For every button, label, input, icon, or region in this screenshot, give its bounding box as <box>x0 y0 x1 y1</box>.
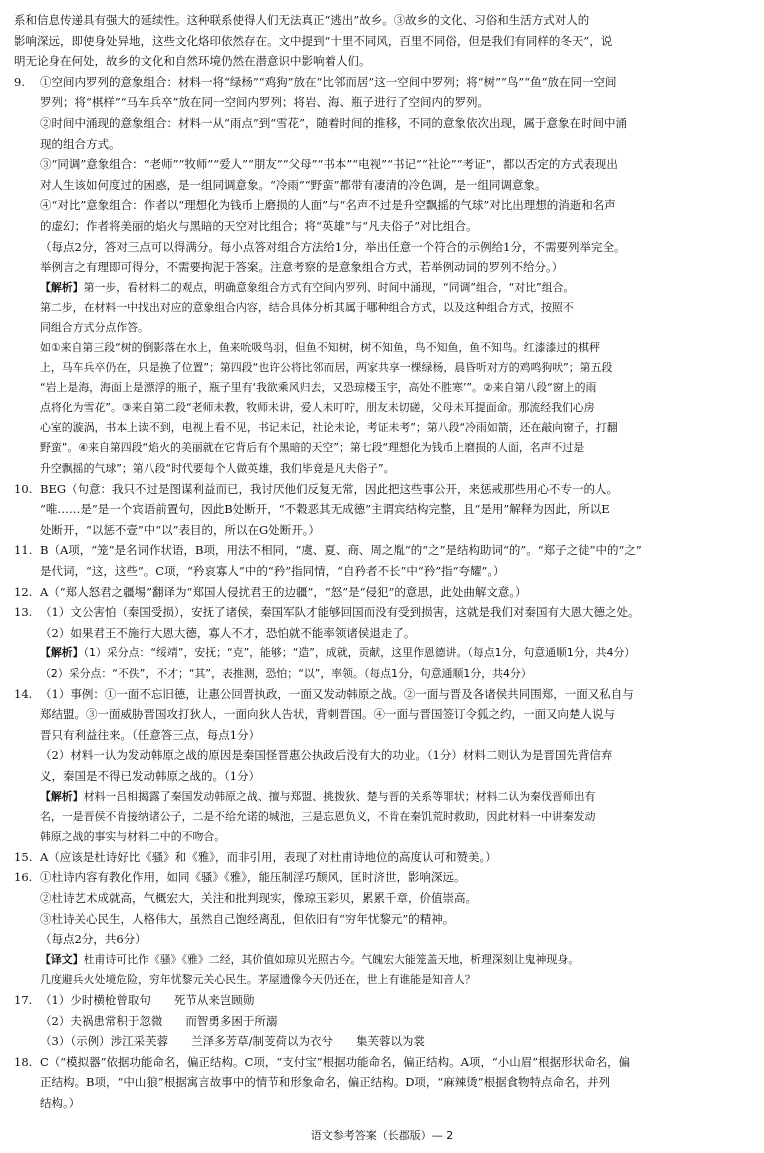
answer-line: 是代词，“这，这些”。C项，“矜哀寡人”中的“矜”指同情，“自矜者不长”中“矜”指“夸耀”。） <box>40 564 505 579</box>
answer-line: 结构。） <box>40 1095 81 1110</box>
explanation-text: 名，一是晋侯不肯接纳诸公子，二是不给允诺的城池，三是忘恩负义，不肯在秦饥荒时救助，因此材料一中讲秦发动 <box>40 809 596 823</box>
answer-line: ②时间中涌现的意象组合：材料一从“雨点”到“雪花”，随着时间的推移，不同的意象依次出现，属于意象在时间中涌 <box>40 115 628 130</box>
explanation-line <box>14 438 750 458</box>
explanation-line <box>14 318 750 338</box>
question-number: 13. <box>14 605 33 620</box>
question-number: 9. <box>14 74 25 89</box>
answer-line: 晋只有利益往来。（任意答三点，每点1分） <box>40 727 261 742</box>
question-10-answer <box>14 479 750 541</box>
explanation-line <box>14 787 750 807</box>
answer-line: “唯……是”是一个宾语前置句，因此B处断开，“不穀恶其无成德”主谓宾结构完整，且“是用”解释为因此，所以E <box>40 502 610 517</box>
explanation-line <box>14 278 750 298</box>
answer-first-line <box>14 990 750 1011</box>
answer-line: A（应该是杜诗好比《骚》和《雅》，而非引用，表现了对杜甫诗地位的高度认可和赞美。） <box>40 849 497 864</box>
answer-line: （3）（示例）涉江采芙蓉 兰泽多芳草/制芰荷以为衣兮 集芙蓉以为裳 <box>40 1034 425 1049</box>
answer-first-line <box>14 847 750 868</box>
explanation-line <box>14 827 750 847</box>
explanation-line <box>14 298 750 318</box>
answer-line: ①杜诗内容有教化作用，如同《骚》《雅》，能压制淫巧颓风，匡时济世，影响深远。 <box>40 870 466 885</box>
answer-first-line <box>14 867 750 888</box>
answer-line: 义，秦国是不得已发动韩原之战的。（1分） <box>40 768 261 783</box>
question-14-answer <box>14 684 750 847</box>
question-18-answer <box>14 1052 750 1114</box>
question-9-answer <box>14 72 750 479</box>
page-footer: 语文参考答案（长郡版）— 2 <box>310 1129 454 1142</box>
answer-line: （每点2分，共6分） <box>40 932 147 947</box>
explanation-text: 第二步，在材料一中找出对应的意象组合内容，结合具体分析其属于哪种组合方式，以及这种组合方式，按照不 <box>40 300 574 314</box>
explanation-tag: 【译文】 <box>40 952 84 966</box>
question-17-answer <box>14 990 750 1052</box>
explanation-text: “岩上是海，海面上是漂浮的瓶子，瓶子里有‘我欲乘风归去，又恐琼楼玉宇，高处不胜寒’”。②来自第八段“窗上的雨 <box>40 381 597 395</box>
explanation-text: 杜甫诗可比作《骚》《雅》二经，其价值如琼贝光照古今。气魄宏大能笼盖天地，析理深刻让鬼神现身。 <box>83 952 580 966</box>
answer-line: 明无论身在何处，故乡的文化和自然环境仍然在潜意识中影响着人们。 <box>14 54 371 69</box>
question-number: 15. <box>14 849 33 864</box>
explanation-text: 点将化为雪花”。③来自第二段“老师未教，牧师未讲，爱人未叮咛，朋友未切磋，父母未耳提面命。那流经我们心房 <box>40 401 595 415</box>
answer-line: A（“郑人怒君之疆埸”翻译为“郑国人侵扰君王的边疆”，“怒”是“侵犯”的意思，此处曲解文意。） <box>40 584 527 599</box>
answer-line: 影响深远，即使身处异地，这些文化烙印依然存在。文中提到“十里不同风，百里不同俗，但是我们有同样的冬天”，说 <box>14 33 613 48</box>
answer-line: 现的组合方式。 <box>40 136 121 151</box>
question-15-answer <box>14 847 750 868</box>
answer-line: （2）夫祸患常积于忽微 而智勇多困于所溺 <box>40 1013 278 1028</box>
explanation-text: （1）采分点：“绥靖”，安抚；“克”，能够；“造”，成就，贡献，这里作恩德讲。（每点1分，句意通顺1分，共4分） <box>83 646 636 660</box>
question-number: 14. <box>14 686 33 701</box>
answer-line: 处断开，“以惩不壹”中“以”表目的，所以在G处断开。） <box>40 522 320 537</box>
question-12-answer <box>14 582 750 603</box>
answer-first-line <box>14 602 750 623</box>
answer-line: 对人生该如何度过的困惑，是一组同调意象。“冷雨”“野蛮”都带有凄清的冷色调，是一组同调意象。 <box>40 177 547 192</box>
answer-content <box>14 10 750 1114</box>
answer-line: ④“对比”意象组合：作者以“理想化为钱币上磨损的人面”与“名声不过是升空飘摇的气球”对比出理想的消逝和名声 <box>40 198 616 213</box>
question-number: 17. <box>14 993 33 1007</box>
explanation-line <box>14 643 750 663</box>
explanation-text: 如①来自第三段“树的倒影落在水上，鱼来吮吸鸟羽，但鱼不知树，树不知鱼，鸟不知鱼，鱼不知鸟。红漆漆过的棋秤 <box>40 341 600 354</box>
explanation-text: 韩原之战的事实与材料二中的不吻合。 <box>40 829 226 843</box>
answer-line: （1）文公害怕（秦国受损），安抚了诸侯，秦国军队才能够回国而没有受到损害，这就是我们对秦国有大恩大德之处。 <box>40 605 640 620</box>
answer-first-line <box>14 582 750 603</box>
question-number: 11. <box>14 543 33 558</box>
explanation-text: 几度避兵火处境危险，穷年忧黎元关心民生。茅屋遗像今天仍还在，世上有谁能是知音人？ <box>40 972 476 986</box>
answer-line: ①空间内罗列的意象组合：材料一将“绿杨”“鸡狗”放在“比邻而居”这一空间中罗列；将“树”“鸟”“鱼”放在同一空间 <box>40 74 617 89</box>
explanation-line <box>14 950 750 970</box>
answer-first-line <box>14 1052 750 1073</box>
question-number: 12. <box>14 584 33 599</box>
answer-line: 郑结盟。③一面威胁晋国攻打狄人，一面向狄人告状，背刺晋国。④一面与晋国签订令狐之约，一面又向楚人说与 <box>40 707 615 722</box>
answer-line: B（A项，“笼”是名词作状语，B项，用法不相同，“虞、夏、商、周之胤”的“之”是结构助词“的”。“郑子之徒”中的“之” <box>40 543 642 558</box>
explanation-text: 第一步，看材料二的观点，明确意象组合方式有空间内罗列、时间中涌现，“同调”组合，“对比”组合。 <box>83 280 575 294</box>
answer-line: 系和信息传递具有强大的延续性。这种联系使得人们无法真正“逃出”故乡。③故乡的文化、习俗和生活方式对人的 <box>14 13 590 27</box>
question-number: 16. <box>14 870 33 885</box>
answer-first-line <box>14 479 750 500</box>
explanation-text: 心室的漩涡，书本上读不到，电视上看不见，书记未记，社论未论，考证未考”；第八段“冷雨如箭，还在敲向窗子，打翻 <box>40 421 618 435</box>
question-16-answer <box>14 867 750 990</box>
answer-line: 正结构。B项，“中山狼”根据寓言故事中的情节和形象命名，偏正结构。D项，“麻辣烫”根据食物特点命名，并列 <box>40 1075 611 1090</box>
explanation-text: 上，马车兵卒仍在，只是换了位置”；第四段“也许公将比邻而居，两家共享一棵绿杨，晨昏听对方的鸡鸣狗吠”；第五段 <box>40 361 613 375</box>
question-number: 18. <box>14 1054 33 1069</box>
answer-line: 的虚幻；作者将美丽的焰火与黑暗的天空对比组合；将“英雄”与“凡夫俗子”对比组合。 <box>40 218 478 233</box>
answer-line: 举例言之有理即可得分，不需要拘泥于答案。注意考察的是意象组合方式，若举例动词的罗列不给分。） <box>40 260 564 275</box>
answer-line: 罗列；将“棋样”“马车兵卒”放在同一空间内罗列；将岩、海、瓶子进行了空间内的罗列。 <box>40 95 490 110</box>
explanation-text: （2）采分点：“不佚”，不才；“其”，表推测，恐怕；“以”，率领。（每点1分，句意通顺1分，共4分） <box>40 666 532 680</box>
explanation-text: 野蛮”。④来自第四段“焰火的美丽就在它背后有个黑暗的天空”；第七段“理想化为钱币上磨损的人面，名声不过是 <box>40 441 585 455</box>
answer-line: ③杜诗关心民生，人格伟大，虽然自己饱经离乱，但依旧有“穷年忧黎元”的精神。 <box>40 911 455 926</box>
explanation-line <box>14 398 750 418</box>
explanation-tag: 【解析】 <box>40 646 84 660</box>
explanation-line <box>14 378 750 398</box>
explanation-line <box>14 807 750 827</box>
explanation-line <box>14 970 750 990</box>
answer-line: （1）少时横枪曾取句 死节从来岂顾勋 <box>40 993 255 1007</box>
explanation-text: 同组合方式分点作答。 <box>40 320 149 334</box>
answer-first-line <box>14 540 750 561</box>
answer-line: BEG（句意：我只不过是图谋利益而已，我讨厌他们反复无常，因此把这些事公开，来惩戒那些用心不专一的人。 <box>40 481 619 496</box>
answer-line: （每点2分，答对三点可以得满分。每小点答对组合方法给1分，举出任意一个符合的示例给1分，不需要列举完全。 <box>40 239 626 254</box>
answer-line: （1）事例：①一面不忘旧德，让惠公回晋执政，一面又发动韩原之战。②一面与晋及各诸侯共同围郑，一面又私自与 <box>40 686 634 701</box>
question-13-answer <box>14 602 750 683</box>
answer-line: （2）材料一认为发动韩原之战的原因是秦国怪晋惠公执政后没有大的功业。（1分）材料二则认为是晋国先背信弃 <box>40 748 613 763</box>
explanation-line <box>14 358 750 378</box>
question-11-answer <box>14 540 750 581</box>
question-number: 10. <box>14 481 33 496</box>
explanation-tag: 【解析】 <box>40 789 84 803</box>
explanation-tag: 【解析】 <box>40 280 84 294</box>
explanation-text: 升空飘摇的气球”；第八段“时代要每个人做英雄，我们毕竟是凡夫俗子”。 <box>40 461 395 475</box>
answer-line: ②杜诗艺术成就高，气概宏大，关注和批判现实，像琼玉彩贝，累累千章，价值崇高。 <box>40 891 477 906</box>
answer-line: ③“同调”意象组合：“老师”“牧师”“爱人”“朋友”“父母”“书本”“电视”“书记”“社论”“考证”，都以否定的方式表现出 <box>40 157 618 172</box>
answer-first-line <box>14 72 750 93</box>
explanation-text: 材料一吕相揭露了秦国发动韩原之战、擅与郑盟、挑拨狄、楚与晋的关系等罪状；材料二认为秦伐晋师出有 <box>83 789 596 803</box>
answer-line: （2）如果君王不施行大恩大德，寡人不才，恐怕就不能率领诸侯退走了。 <box>40 625 416 640</box>
explanation-line <box>14 459 750 479</box>
answer-line: C（“模拟器”依据功能命名，偏正结构。C项，“支付宝”根据功能命名，偏正结构。A项，“小山眉”根据形状命名，偏 <box>40 1054 631 1069</box>
explanation-line <box>14 664 750 684</box>
answer-first-line <box>14 684 750 705</box>
explanation-line <box>14 418 750 438</box>
explanation-line <box>14 338 750 358</box>
